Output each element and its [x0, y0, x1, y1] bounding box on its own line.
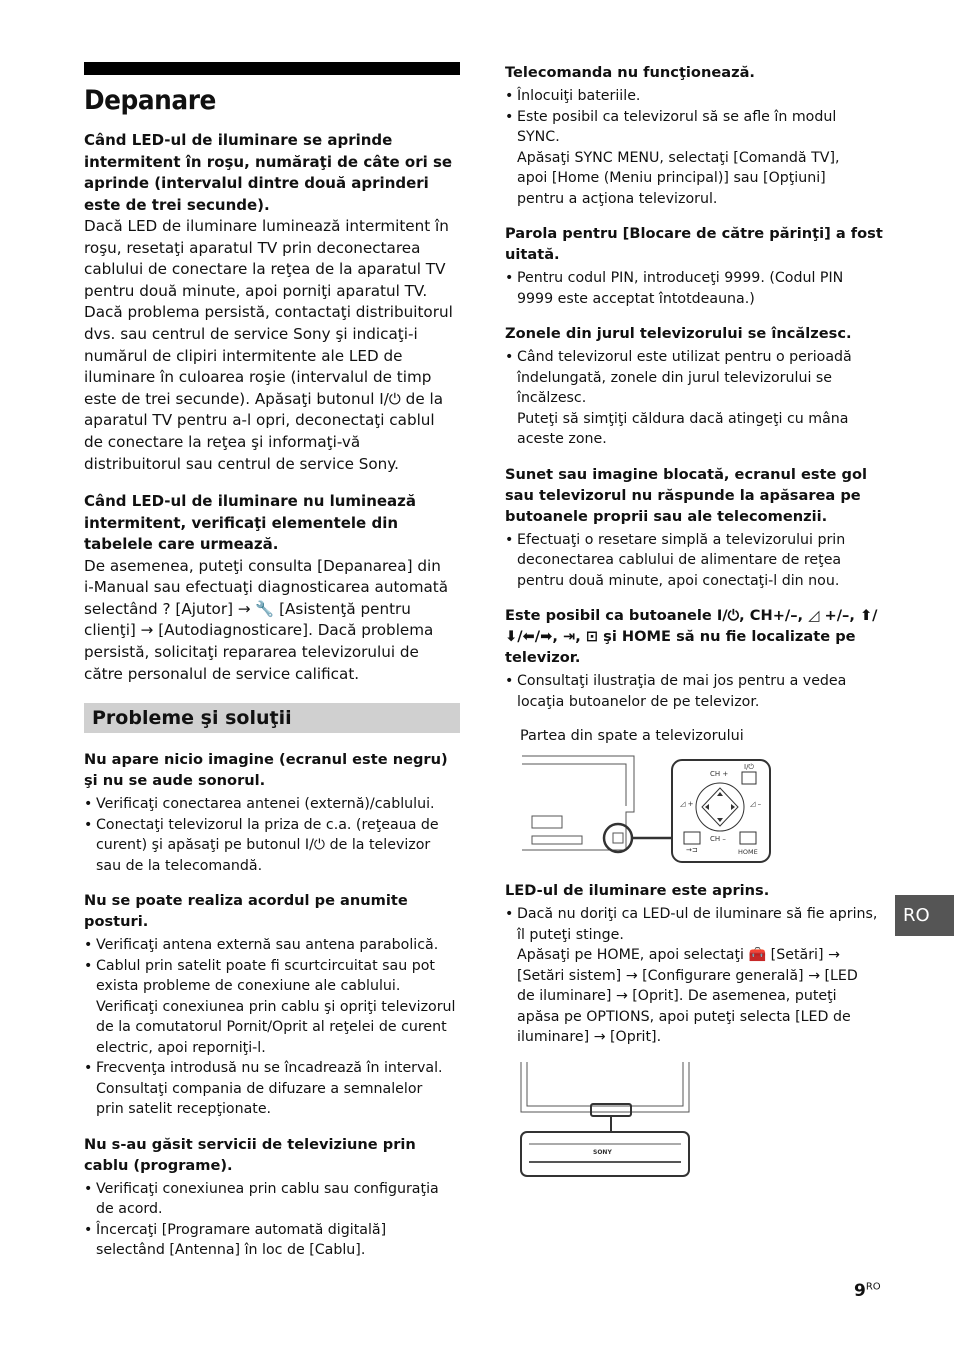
- diagram-caption: Partea din spate a televizorului: [520, 728, 744, 744]
- bullet-line: curent) şi apăsaţi pe butonul I/⏻ de la televizor: [96, 837, 431, 854]
- bullet-line: • Verificaţi conexiunea prin cablu sau configuraţia: [96, 1180, 439, 1197]
- text-line: Dacă LED de iluminare luminează intermitent în: [84, 217, 449, 235]
- bullet-item: [84, 815, 460, 877]
- bullet-line: de acord.: [96, 1201, 163, 1218]
- text-line: iluminare în culoarea roşie (intervalul de timp: [84, 368, 432, 387]
- text-line: clienţi] → [Autodiagnosticare]. Dacă problema: [84, 621, 434, 640]
- bullet-line: de la comutatorul Pornit/Oprit al reţelei de curent: [96, 1019, 447, 1036]
- bullet-item: [505, 86, 883, 107]
- bullet-line: Consultaţi compania de difuzare a semnalelor: [96, 1080, 423, 1097]
- bullet-item: [84, 1058, 460, 1120]
- issue-question: Telecomanda nu funcţionează.: [505, 64, 755, 81]
- text-line: este de trei secunde). Apăsaţi butonul I/⏻ de la: [84, 389, 444, 408]
- button-panel: [672, 760, 770, 862]
- bullet-line: • Încercaţi [Programare automată digitală]: [96, 1221, 387, 1238]
- language-tab: RO: [895, 895, 954, 936]
- bullet-item: [505, 107, 883, 210]
- text-line: cablului de conectare la reţea de la aparatul TV: [84, 260, 446, 279]
- issue-bullets: [505, 268, 883, 309]
- issue-question: Zonele din jurul televizorului se încălzesc.: [505, 325, 852, 342]
- text-line: selectând ? [Ajutor] → 🔧 [Asistenţă pentru: [84, 599, 411, 618]
- text-line: pentru două minute, apoi porniţi aparatul TV.: [84, 281, 428, 300]
- bullet-line: deconectarea cablului de alimentare de reţea: [517, 552, 842, 568]
- text-line: Dacă problema persistă, contactaţi distribuitorul: [84, 303, 453, 322]
- issue-bullets: [505, 530, 883, 592]
- bullet-line: Apăsaţi pe HOME, apoi selectaţi 🧰 [Setări] →: [517, 947, 840, 963]
- issue-bullets: [84, 794, 460, 876]
- issue-question: LED-ul de iluminare este aprins.: [505, 882, 770, 899]
- bullet-item: [505, 904, 883, 1048]
- issue-bullets: [505, 347, 883, 450]
- tv-front-led-diagram: [519, 1062, 694, 1180]
- bullet-item: [505, 268, 883, 309]
- bullet-line: • Când televizorul este utilizat pentru o perioadă: [517, 349, 852, 365]
- bullet-line: Apăsaţi SYNC MENU, selectaţi [Comandă TV],: [517, 149, 840, 166]
- bullet-line: prin satelit recepţionate.: [96, 1101, 272, 1118]
- issue-question: Este posibil ca butoanele I/⏻, CH+/–, ◿ +/–, ⬆/⬇/⬅/➡, ⇥, ⊡ şi HOME să nu fie localizate pe televizor.: [505, 607, 878, 666]
- bullet-line: • Cablul prin satelit poate fi scurtcircuitat sau pot: [96, 957, 435, 974]
- bullet-line: apăsa pe OPTIONS, apoi puteţi selecta [LED de: [517, 1008, 851, 1025]
- bullet-item: [505, 671, 883, 712]
- bullet-line: de iluminare] → [Oprit]. De asemenea, puteţi: [517, 988, 837, 1004]
- issue-question: Nu s-au găsit servicii de televiziune prin cablu (programe).: [84, 1135, 416, 1174]
- text-line: persistă, solicitaţi repararea televizorului de: [84, 643, 419, 661]
- bullet-line: pentru a acţiona televizorul.: [517, 190, 718, 207]
- page-number: $9^{RO}$: [854, 1281, 881, 1301]
- bullet-line: Verificaţi conexiunea prin cablu şi opriţi televizorul: [96, 998, 456, 1015]
- led-noblink-text: [84, 556, 460, 686]
- bullet-item: [84, 956, 460, 1059]
- bullet-item: [505, 347, 883, 450]
- issue-question: Sunet sau imagine blocată, ecranul este gol sau televizorul nu răspunde la apăsarea pe butoanele proprii sau ale telecomenzii.: [505, 465, 868, 525]
- ch-plus-label: CH +: [710, 770, 729, 778]
- right-issues-bottom: [505, 880, 883, 1048]
- bullet-line: • Este posibil ca televizorul să se afle în modul SYNC.: [517, 108, 837, 145]
- issue-bullets: [84, 1179, 460, 1261]
- bullet-line: [Setări sistem] → [Configurare generală] → [LED: [517, 967, 858, 984]
- section-title: Probleme şi soluţii: [84, 703, 460, 733]
- svg-text:◿ –: ◿ –: [750, 800, 762, 808]
- bullet-line: • Verificaţi antena externă sau antena parabolică.: [96, 937, 439, 954]
- bullet-line: aceste zone.: [517, 431, 607, 447]
- issue-question: Nu apare nicio imagine (ecranul este negru) şi nu se aude sonorul.: [84, 751, 448, 790]
- left-column: [84, 62, 460, 1275]
- led-blink-text: [84, 216, 460, 475]
- bullet-line: iluminare] → [Oprit].: [517, 1029, 662, 1045]
- text-line: dvs. sau centrul de service Sony şi indicaţi-i: [84, 324, 418, 343]
- bullet-line: apoi [Home (Meniu principal)] sau [Opţiuni]: [517, 170, 826, 186]
- bullet-line: încălzesc.: [517, 390, 587, 406]
- bullet-line: selectând [Antenna] în loc de [Cablu].: [96, 1242, 366, 1259]
- issue-bullets: [505, 671, 883, 712]
- bullet-item: [84, 935, 460, 956]
- text-line: numărul de clipiri intermitente ale LED de: [84, 346, 403, 365]
- text-line: De asemenea, puteţi consulta [Depanarea] din: [84, 556, 441, 575]
- issue-question: Parola pentru [Blocare de către părinţi] a fost uitată.: [505, 225, 883, 263]
- svg-text:→⊐: →⊐: [686, 846, 698, 854]
- page-title: Depanare: [84, 85, 216, 116]
- issue-bullets: [84, 935, 460, 1120]
- bullet-line: exista probleme de conexiune ale cablului.: [96, 978, 401, 995]
- issue-question: Nu se poate realiza acordul pe anumite posturi.: [84, 892, 408, 931]
- text-line: roşu, resetaţi aparatul TV prin deconectarea: [84, 238, 421, 257]
- bullet-item: [84, 1179, 460, 1220]
- power-label: I/⏻: [744, 763, 754, 771]
- issue-bullets: [505, 904, 883, 1048]
- bullet-line: • Consultaţi ilustraţia de mai jos pentru a vedea: [517, 673, 847, 689]
- text-line: de conectare la reţea şi informaţi-vă: [84, 432, 361, 451]
- issue-bullets: [505, 86, 883, 209]
- bullet-line: îndelungată, zonele din jurul televizorului se: [517, 369, 833, 386]
- bullet-line: locaţia butoanelor de pe televizor.: [517, 693, 760, 710]
- bullet-line: • Pentru codul PIN, introduceţi 9999. (Codul PIN: [517, 270, 844, 286]
- bullet-item: [505, 530, 883, 592]
- bullet-line: Puteţi să simţiţi căldura dacă atingeţi cu mâna: [517, 410, 849, 427]
- sony-logo-label: SONY: [593, 1148, 612, 1156]
- text-line: i-Manual sau efectuaţi diagnosticarea automată: [84, 578, 449, 597]
- bullet-line: • Conectaţi televizorul la priza de c.a. (reţeaua de: [96, 816, 439, 833]
- bullet-line: • Frecvenţa introdusă nu se încadrează în interval.: [96, 1060, 443, 1077]
- ch-minus-label: CH –: [710, 835, 726, 843]
- bullet-line: electric, apoi reporniţi-l.: [96, 1039, 266, 1056]
- title-bar: [84, 62, 460, 75]
- left-issues: [84, 749, 460, 1261]
- svg-text:◿ +: ◿ +: [680, 800, 694, 808]
- led-blink-heading: Când LED-ul de iluminare se aprinde intermitent în roşu, număraţi de câte ori se aprinde (intervalul dintre două aprinderi este de trei secunde).: [84, 131, 453, 214]
- home-label: HOME: [738, 848, 758, 856]
- bullet-item: [84, 794, 460, 815]
- tv-back-diagram: [522, 754, 782, 866]
- right-issues-top: [505, 62, 883, 712]
- bullet-line: • Dacă nu doriţi ca LED-ul de iluminare să fie aprins,: [517, 906, 878, 922]
- text-line: către personalul de service calificat.: [84, 664, 360, 683]
- text-line: aparatul TV pentru a-l opri, deconectaţi cablul: [84, 411, 435, 430]
- led-noblink-heading: Când LED-ul de iluminare nu luminează intermitent, verificaţi elementele din tabelele care urmează.: [84, 492, 417, 554]
- right-column: [505, 62, 883, 1180]
- bullet-item: [84, 1220, 460, 1261]
- bullet-line: • Înlocuiţi bateriile.: [517, 88, 641, 104]
- text-line: distribuitorul sau centrul de service Sony.: [84, 454, 399, 473]
- bullet-line: • Efectuaţi o resetare simplă a televizorului prin: [517, 531, 846, 548]
- bullet-line: 9999 este acceptat întotdeauna.): [517, 290, 755, 307]
- bullet-line: • Verificaţi conectarea antenei (externă)/cablului.: [96, 796, 435, 813]
- tv-back-panel: [522, 756, 672, 852]
- bullet-line: pentru două minute, apoi conectaţi-l din nou.: [517, 572, 840, 589]
- bullet-line: sau de la telecomandă.: [96, 857, 263, 874]
- bullet-line: îl puteţi stinge.: [517, 926, 624, 943]
